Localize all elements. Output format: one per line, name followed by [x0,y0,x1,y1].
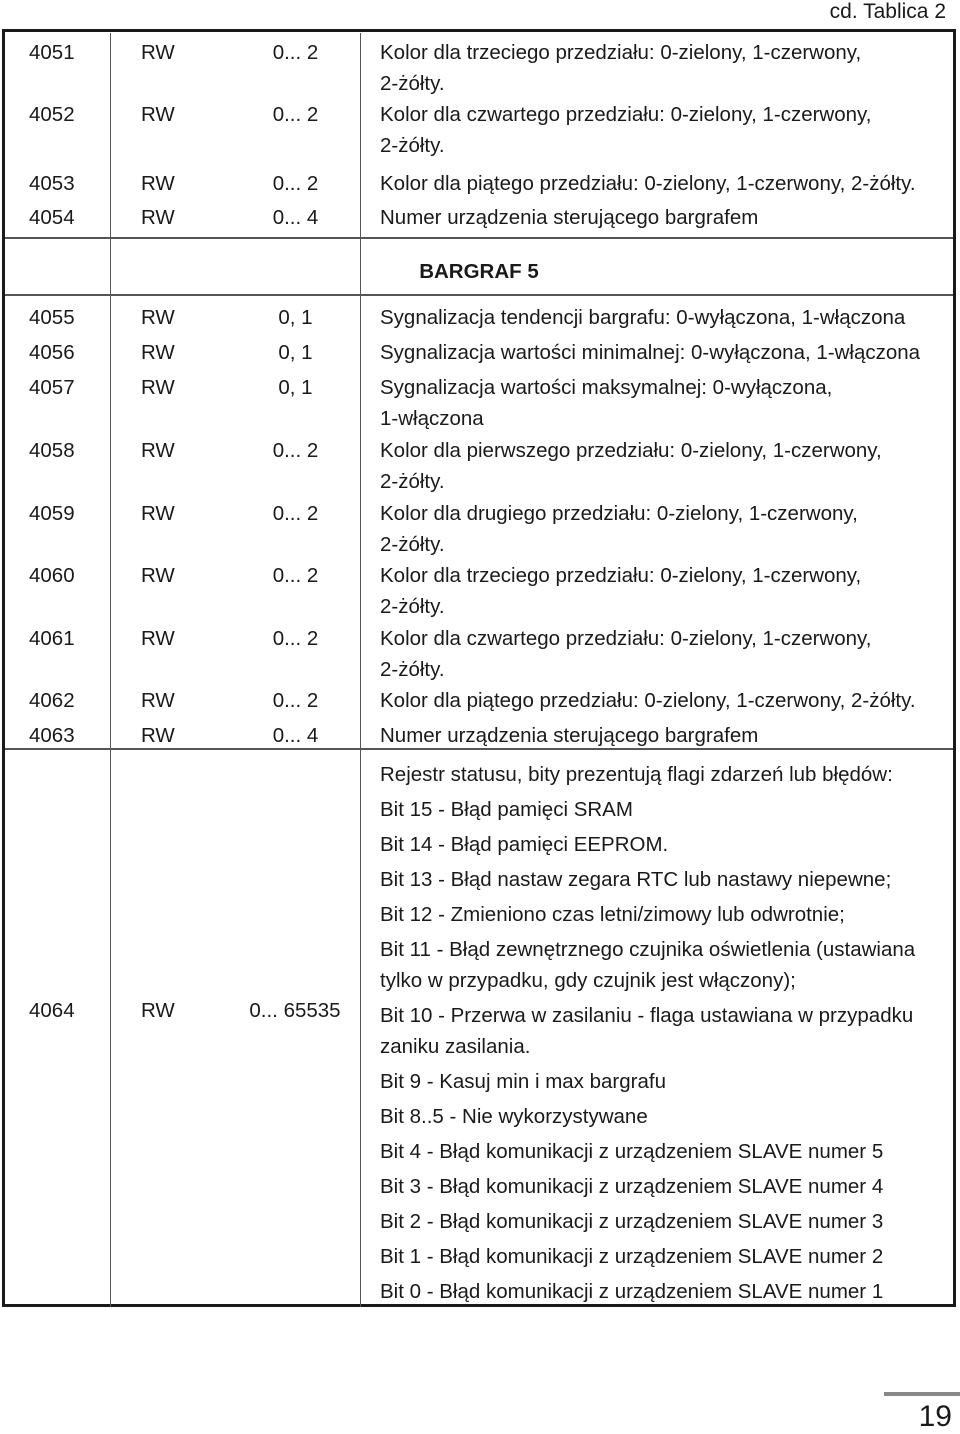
register-description: Kolor dla czwartego przedziału: 0-zielony, 1-czerwony, [380,627,872,650]
value-range: 0, 1 [278,376,313,399]
register-address: 4053 [29,172,75,195]
status-bit-text: Bit 1 - Błąd komunikacji z urządzeniem SLAVE numer 2 [380,1245,884,1268]
status-bit-item [380,1171,915,1202]
register-address: 4051 [29,41,75,64]
status-bit-item [380,934,915,996]
status-bit-item [380,1000,915,1062]
register-description: 2-żółty. [380,533,445,556]
value-range: 0... 2 [272,627,319,650]
value-range: 0... 4 [272,206,319,229]
register-address: 4052 [29,103,75,126]
row-divider [5,294,953,296]
register-description: Kolor dla piątego przedziału: 0-zielony, 1-czerwony, 2-żółty. [380,689,916,712]
register-description: Kolor dla drugiego przedziału: 0-zielony, 1-czerwony, [380,502,858,525]
access-mode: RW [141,627,175,650]
status-bit-text: tylko w przypadku, gdy czujnik jest włączony); [380,969,796,992]
register-description: 2-żółty. [380,134,445,157]
status-bit-item [380,1066,915,1097]
value-range: 0... 2 [272,439,319,462]
status-bit-item [380,1206,915,1237]
access-mode: RW [141,206,175,229]
status-bit-text: Bit 10 - Przerwa w zasilaniu - flaga ustawiana w przypadku [380,1004,914,1027]
access-mode: RW [141,724,175,747]
status-bit-item [380,829,915,860]
access-mode: RW [141,502,175,525]
access-mode: RW [141,439,175,462]
register-address: 4058 [29,439,75,462]
access-mode: RW [141,172,175,195]
value-range: 0, 1 [278,306,313,329]
register-description: Sygnalizacja wartości minimalnej: 0-wyłączona, 1-włączona [380,341,921,364]
status-bit-text: zaniku zasilania. [380,1035,531,1058]
row-divider [5,748,953,750]
status-bit-text: Bit 8..5 - Nie wykorzystywane [380,1105,648,1128]
column-divider [110,33,111,1307]
status-bit-item [380,1101,915,1132]
access-mode: RW [141,376,175,399]
access-mode: RW [141,564,175,587]
status-bit-text: Bit 11 - Błąd zewnętrznego czujnika oświetlenia (ustawiana [380,938,916,961]
access-mode: RW [141,999,175,1022]
register-description: Kolor dla pierwszego przedziału: 0-zielony, 1-czerwony, [380,439,882,462]
status-bit-item [380,794,915,825]
register-description: Sygnalizacja wartości maksymalnej: 0-wyłączona, [380,376,833,399]
table-continuation-label: cd. Tablica 2 [829,0,946,23]
status-bit-item [380,759,915,790]
status-bit-item [380,1136,915,1167]
page-number: 19 [918,1400,952,1433]
status-bit-text: Bit 4 - Błąd komunikacji z urządzeniem SLAVE numer 5 [380,1140,884,1163]
register-description: Numer urządzenia sterującego bargrafem [380,724,759,747]
register-address: 4064 [29,999,75,1022]
access-mode: RW [141,306,175,329]
access-mode: RW [141,41,175,64]
register-address: 4057 [29,376,75,399]
status-bit-text: Bit 14 - Błąd pamięci EEPROM. [380,833,669,856]
status-bit-item [380,1241,915,1272]
value-range: 0, 1 [278,341,313,364]
status-bit-item [380,864,915,895]
value-range: 0... 2 [272,41,319,64]
register-description: Sygnalizacja tendencji bargrafu: 0-wyłączona, 1-włączona [380,306,906,329]
status-bit-item [380,1276,915,1307]
register-description: Kolor dla trzeciego przedziału: 0-zielony, 1-czerwony, [380,41,862,64]
status-bit-text: Rejestr statusu, bity prezentują flagi zdarzeń lub błędów: [380,763,893,786]
register-description: 2-żółty. [380,658,445,681]
register-address: 4060 [29,564,75,587]
value-range: 0... 4 [272,724,319,747]
register-address: 4063 [29,724,75,747]
value-range: 0... 2 [272,103,319,126]
register-address: 4059 [29,502,75,525]
register-description: Kolor dla czwartego przedziału: 0-zielony, 1-czerwony, [380,103,872,126]
value-range: 0... 2 [272,564,319,587]
status-bit-text: Bit 13 - Błąd nastaw zegara RTC lub nastawy niepewne; [380,868,892,891]
access-mode: RW [141,103,175,126]
page-number-bar [884,1392,960,1396]
status-bit-text: Bit 0 - Błąd komunikacji z urządzeniem SLAVE numer 1 [380,1280,884,1303]
register-address: 4055 [29,306,75,329]
status-bit-list [380,759,915,1311]
access-mode: RW [141,341,175,364]
value-range: 0... 2 [272,172,319,195]
value-range: 0... 65535 [249,999,341,1022]
register-description: 2-żółty. [380,470,445,493]
row-divider [5,237,953,239]
register-description: Kolor dla piątego przedziału: 0-zielony, 1-czerwony, 2-żółty. [380,172,916,195]
register-table [2,29,956,1307]
register-description: 2-żółty. [380,72,445,95]
register-address: 4054 [29,206,75,229]
column-divider [360,33,361,1307]
register-address: 4056 [29,341,75,364]
status-bit-text: Bit 3 - Błąd komunikacji z urządzeniem SLAVE numer 4 [380,1175,884,1198]
section-title: BARGRAF 5 [419,260,539,283]
value-range: 0... 2 [272,689,319,712]
status-bit-item [380,899,915,930]
register-description: 1-włączona [380,407,484,430]
value-range: 0... 2 [272,502,319,525]
status-bit-text: Bit 2 - Błąd komunikacji z urządzeniem SLAVE numer 3 [380,1210,884,1233]
register-address: 4061 [29,627,75,650]
access-mode: RW [141,689,175,712]
status-bit-text: Bit 12 - Zmieniono czas letni/zimowy lub odwrotnie; [380,903,845,926]
status-bit-text: Bit 15 - Błąd pamięci SRAM [380,798,633,821]
register-description: 2-żółty. [380,595,445,618]
register-description: Kolor dla trzeciego przedziału: 0-zielony, 1-czerwony, [380,564,862,587]
register-address: 4062 [29,689,75,712]
register-description: Numer urządzenia sterującego bargrafem [380,206,759,229]
status-bit-text: Bit 9 - Kasuj min i max bargrafu [380,1070,666,1093]
